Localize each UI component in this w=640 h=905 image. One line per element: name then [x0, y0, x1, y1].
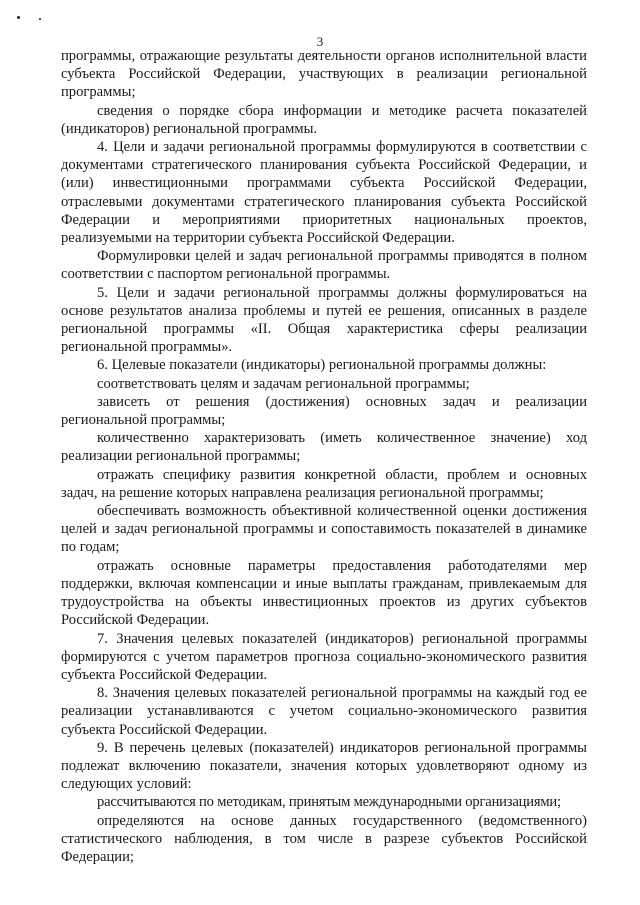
paragraph-item-9-statistics: определяются на основе данных государственного (ведомственного) статистического наблюдения, в том числе в разрезе субъектов Российской Федерации;: [61, 812, 587, 865]
paragraph-item-6: 6. Целевые показатели (индикаторы) региональной программы должны:: [97, 357, 547, 374]
paragraph-continuation: программы, отражающие результаты деятельности органов исполнительной власти субъекта Российской Федерации, участвующих в реализации региональной программы;: [61, 48, 587, 101]
paragraph-item-6-parameters: отражать основные параметры предоставления работодателями мер поддержки, включая компенсации и иные выплаты гражданам, привлекаемым для трудоустройства на объекты инвестиционных проектов из других субъектов Российской Федерации.: [61, 557, 587, 629]
paragraph-item-9-methods: рассчитываются по методикам, принятым международными организациями;: [97, 794, 561, 811]
paragraph-item-8: 8. Значения целевых показателей региональной программы на каждый год ее реализации устанавливаются с учетом социально-экономического развития субъекта Российской Федерации.: [61, 685, 587, 738]
page-number: 3: [316, 34, 324, 49]
paragraph-item-6-quantify: количественно характеризовать (иметь количественное значение) ход реализации региональной программы;: [61, 430, 587, 465]
paragraph-item-6-assessment: обеспечивать возможность объективной количественной оценки достижения целей и задач региональной программы и сопоставимость показателей в динамике по годам;: [61, 503, 587, 556]
paragraph-data-collection: сведения о порядке сбора информации и методике расчета показателей (индикаторов) региональной программы.: [61, 102, 587, 137]
paragraph-item-6-correspond: соответствовать целям и задачам региональной программы;: [97, 375, 470, 392]
paragraph-goal-wording: Формулировки целей и задач региональной программы приводятся в полном соответствии с паспортом региональной программы.: [61, 248, 587, 283]
scan-speck: [17, 16, 20, 19]
paragraph-item-9: 9. В перечень целевых (показателей) индикаторов региональной программы подлежат включению показатели, значения которых удовлетворяют одному из следующих условий:: [61, 739, 587, 793]
paragraph-item-4: 4. Цели и задачи региональной программы формулируются в соответствии с документами стратегического планирования субъекта Российской Федерации, и (или) инвестиционными программами субъекта Российской Федерации, отраслевыми документами стратегического планирования субъекта Российской Федерации и мероприятиями приоритетных национальных проектов, реализуемыми на территории субъекта Российской Федерации.: [61, 139, 587, 247]
paragraph-item-5: 5. Цели и задачи региональной программы должны формулироваться на основе результатов анализа проблемы и путей ее решения, описанных в разделе региональной программы «II. Общая характеристика сферы реализации региональной программы».: [61, 284, 587, 356]
paragraph-item-7: 7. Значения целевых показателей (индикаторов) региональной программы формируются с учетом параметров прогноза социально-экономического развития субъекта Российской Федерации.: [61, 630, 587, 683]
scan-speck: [39, 18, 41, 20]
paragraph-item-6-specifics: отражать специфику развития конкретной области, проблем и основных задач, на решение которых направлена реализация региональной программы;: [61, 466, 587, 501]
paragraph-item-6-depend: зависеть от решения (достижения) основных задач и реализации региональной программы;: [61, 393, 587, 429]
document-body: [61, 47, 587, 866]
